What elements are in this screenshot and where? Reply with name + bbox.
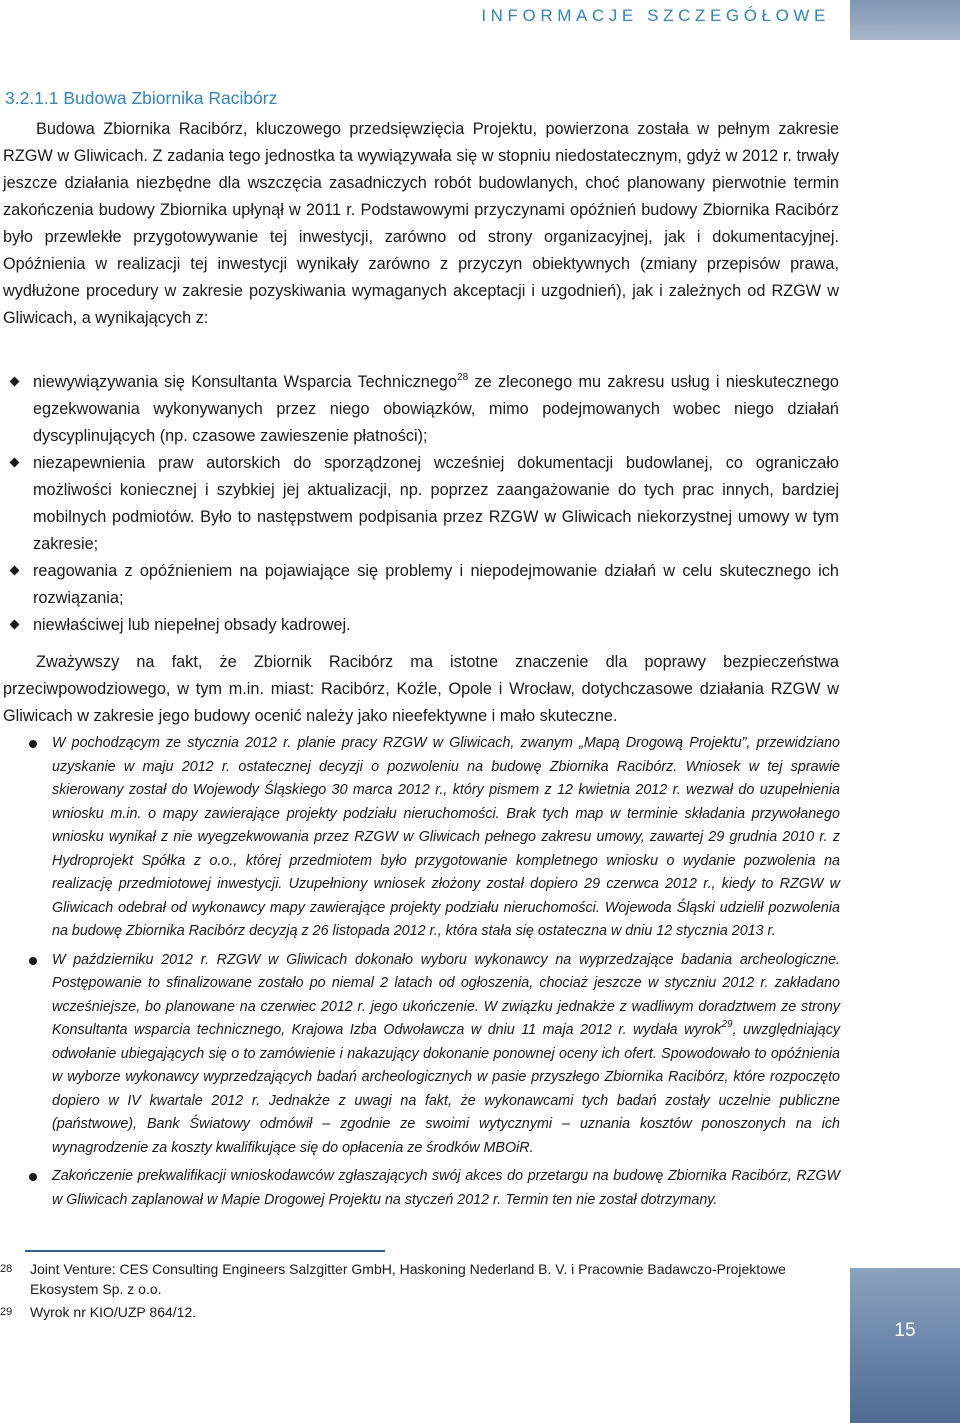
footnote-number: 29 [0,1306,13,1318]
footnote-number: 28 [0,1263,13,1275]
list-item [3,450,839,558]
cause-list [3,369,839,639]
note-item [0,732,840,944]
section-title: 3.2.1.1 Budowa Zbiornika Racibórz [5,88,278,108]
note-text-cont: , uwzględniający odwołanie ubiegających się o to zamówienie i nakazujący dokonanie ponownej oceny ich ofert. Spowodowało to opóźnienia w wyborze wykonawcy wyprzedzających badań archeologicznych w pasie przyszłego Zbiornika Racibórz, które rozpoczęto dopiero w IV kwartale 2012 r. Jednakże z uwagi na fakt, że wykonawcami tych badań zostały uczelnie publiczne (państwowe), Bank Światowy odmówił – zgodnie ze swoimi wytycznymi – uznania kosztów ponoszonych na ich wynagrodzenie za koszty kwalifikujące się do opłacenia ze środków MBOiR. [52,1022,840,1156]
diamond-bullet-icon [10,620,20,630]
footnotes [0,1259,845,1325]
conclusion-paragraph [3,649,839,730]
footnote-ref: 28 [457,371,469,383]
diamond-bullet-icon [10,566,20,576]
footnote-separator [25,1250,385,1252]
lead-text: Budowa Zbiornika Racibórz, kluczowego przedsięwzięcia Projektu, powierzona została w pełnym zakresie RZGW w Gliwicach. Z zadania tego jednostka ta wywiązywała się w stopniu niedostatecznym, gdyż w 2012 r. trwały jeszcze działania niezbędne dla wszczęcia zasadniczych robót budowlanych, choć planowany pierwotnie termin zakończenia budowy Zbiornika upłynął w 2011 r. Podstawowymi przyczynami opóźnień budowy Zbiornika Racibórz było przewlekłe przygotowywanie tej inwestycji, zarówno od strony organizacyjnej, jak i dokumentacyjnej. Opóźnienia w realizacji tej inwestycji wynikały zarówno z przyczyn obiektywnych (zmiany przepisów prawa, wydłużone procedury w zakresie pozyskiwania wymaganych akceptacji i uzgodnień), jak i zależnych od RZGW w Gliwicach, a wynikających z: [3,120,839,327]
notes-list [0,732,840,1217]
note-text: W październiku 2012 r. RZGW w Gliwicach dokonało wyboru wykonawcy na wyprzedzające badania archeologiczne. Postępowanie to sfinalizowane zostało po niemal 2 latach od ogłoszenia, chociaż jeszcze w styczniu 2012 r. zakładano wcześniejsze, bo planowane na czerwiec 2012 r. jego ukończenie. W związku jednakże z wadliwym doradztwem ze strony Konsultanta wsparcia technicznego, Krajowa Izba Odwoławcza w dniu 11 maja 2012 r. wydała wyrok [52,951,840,1038]
footnote-text: Wyrok nr KIO/UZP 864/12. [30,1304,197,1320]
list-item-text-cont: ze zleconego mu zakresu usług i nieskutecznego egzekwowania wykonywanych przez niego obowiązków, mimo podejmowanych wobec niego działań dyscyplinujących (np. czasowe zawieszenie płatności); [33,373,839,445]
round-bullet-icon [29,1173,37,1181]
footnote-ref: 29 [721,1019,733,1031]
note-text: Zakończenie prekwalifikacji wnioskodawców zgłaszających swój akces do przetargu na budowę Zbiornika Racibórz, RZGW w Gliwicach zaplanował w Mapie Drogowej Projektu na styczeń 2012 r. Termin ten nie został dotrzymany. [52,1168,840,1208]
conclusion-text: Zważywszy na fakt, że Zbiornik Racibórz ma istotne znaczenie dla poprawy bezpieczeństwa przeciwpowodziowego, w tym m.in. miast: Racibórz, Koźle, Opole i Wrocław, dotychczasowe działania RZGW w Gliwicach w zakresie jego budowy ocenić należy jako nieefektywne i mało skuteczne. [3,653,839,725]
footnote-text: Joint Venture: CES Consulting Engineers Salzgitter GmbH, Haskoning Nederland B. V. i Pracownie Badawczo-Projektowe Ekosystem Sp. z o.o. [30,1261,786,1297]
note-item [0,1165,840,1212]
list-item [3,369,839,450]
lead-paragraph [3,116,839,332]
list-item-text: reagowania z opóźnieniem na pojawiające się problemy i niepodejmowanie działań w celu skutecznego ich rozwiązania; [33,562,839,607]
list-item [3,558,839,612]
running-header: INFORMACJE SZCZEGÓŁOWE [481,6,830,25]
footnote [0,1259,845,1299]
diamond-bullet-icon [10,377,20,387]
list-item-text: niewłaściwej lub niepełnej obsady kadrowej. [33,616,351,634]
header-color-block [850,0,960,40]
page-number: 15 [894,1320,916,1341]
list-item [3,612,839,639]
diamond-bullet-icon [10,458,20,468]
note-item [0,949,840,1161]
footnote [0,1302,845,1322]
list-item-text: niewywiązywania się Konsultanta Wsparcia Technicznego [33,373,458,391]
round-bullet-icon [29,957,37,965]
page-number-tab [850,1268,960,1423]
list-item-text: niezapewnienia praw autorskich do sporządzonej wcześniej dokumentacji budowlanej, co ograniczało możliwości koniecznej i szybkiej jej aktualizacji, np. poprzez zaangażowanie do tych prac innych, bardziej mobilnych podmiotów. Było to następstwem podpisania przez RZGW w Gliwicach niekorzystnej umowy w tym zakresie; [33,454,839,553]
round-bullet-icon [29,740,37,748]
note-text: W pochodzącym ze stycznia 2012 r. planie pracy RZGW w Gliwicach, zwanym „Mapą Drogową Projektu”, przewidziano uzyskanie w maju 2012 r. ostatecznej decyzji o pozwoleniu na budowę Zbiornika Racibórz. Wniosek w tej sprawie skierowany został do Wojewody Śląskiego 30 marca 2012 r., który pismem z 12 kwietnia 2012 r. wezwał do uzupełnienia wniosku m.in. o mapy zawierające projekty podziału nieruchomości. Brak tych map w terminie składania przywołanego wniosku wynikał z nie wyegzekwowania przez RZGW w Gliwicach pełnego zakresu umowy, zawartej 29 grudnia 2010 r. z Hydroprojekt Spółka z o.o., której przedmiotem było przygotowanie kompletnego wniosku o wydanie pozwolenia na realizację przedmiotowej inwestycji. Uzupełniony wniosek złożony został dopiero 29 czerwca 2012 r., kiedy to RZGW w Gliwicach odebrał od wykonawcy mapy zawierające projekty podziału nieruchomości. Wojewoda Śląski udzielił pozwolenia na budowę Zbiornika Racibórz decyzją z 26 listopada 2012 r., która stała się ostateczna w dniu 12 stycznia 2013 r. [52,735,840,939]
